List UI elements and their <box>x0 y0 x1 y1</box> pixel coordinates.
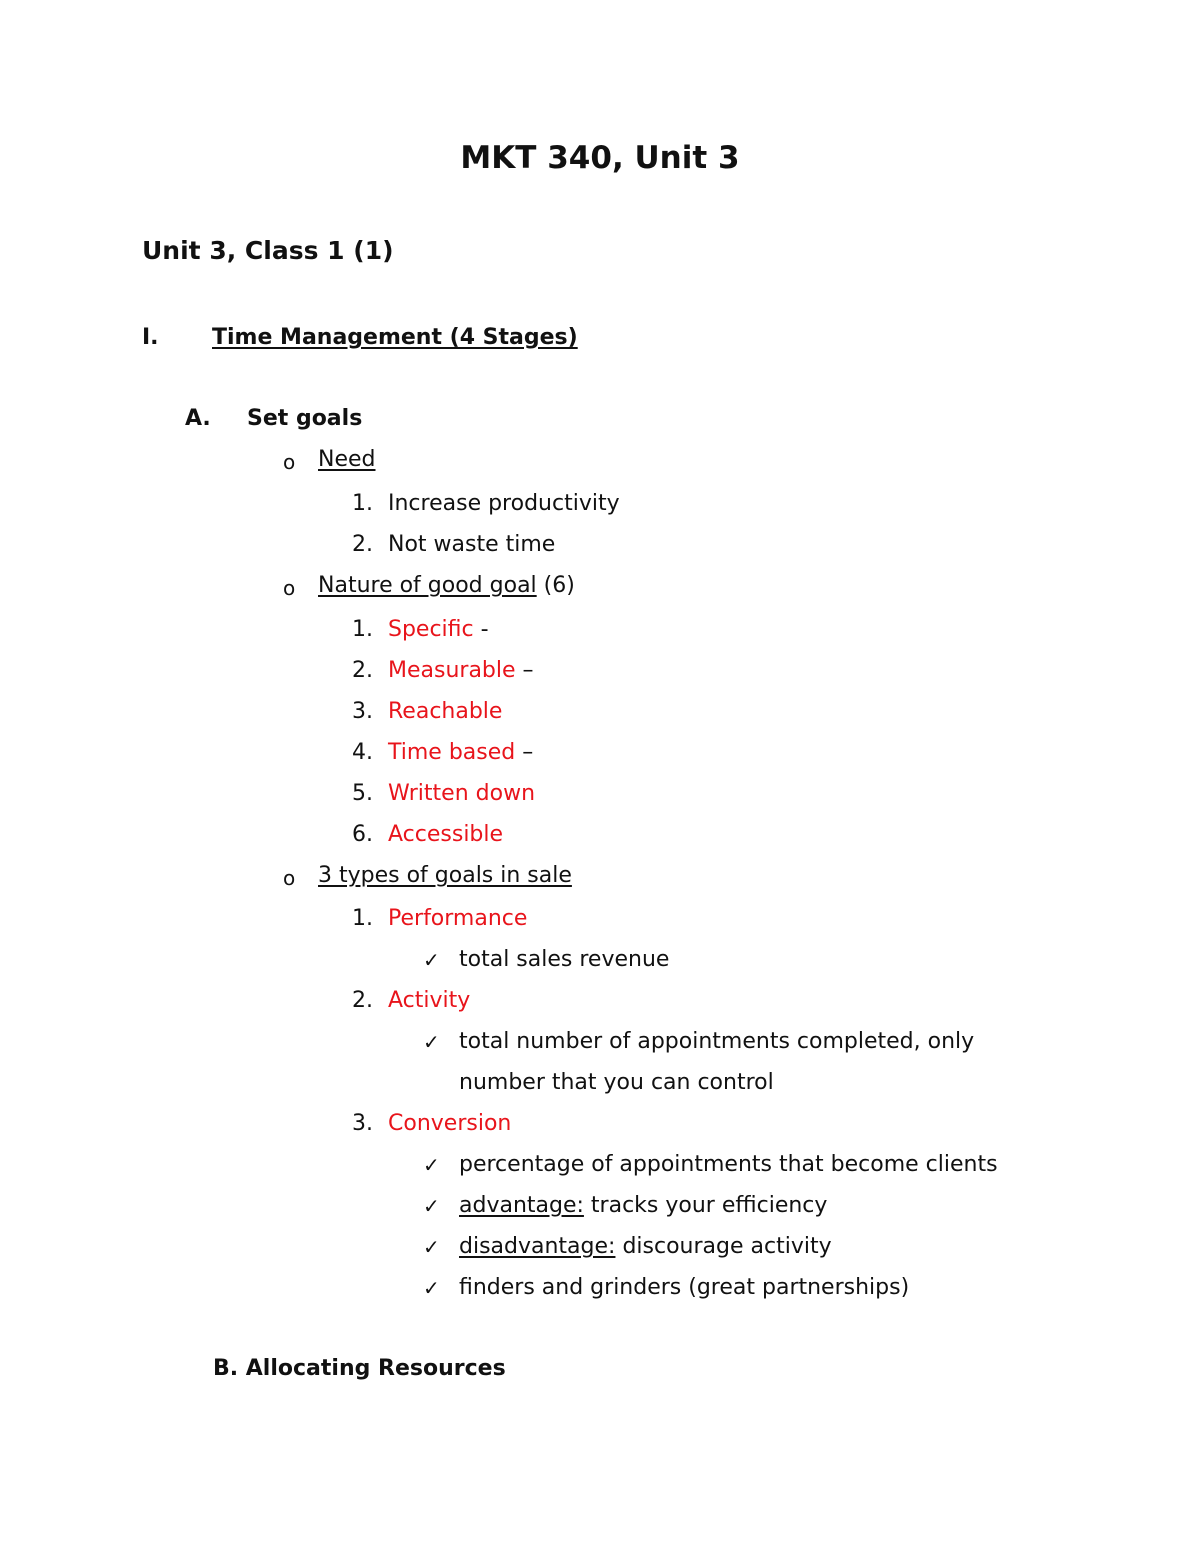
subsection-letter: A. <box>185 406 211 431</box>
goal-quality: Accessible <box>388 822 504 847</box>
list-number: 2. <box>352 658 373 683</box>
list-item <box>388 740 533 765</box>
check-item <box>459 1193 827 1218</box>
item-suffix: - <box>473 617 489 642</box>
check-item: finders and grinders (great partnerships) <box>459 1275 910 1300</box>
advantage-text: tracks your efficiency <box>583 1193 828 1218</box>
list-number: 3. <box>352 699 373 724</box>
bullet-icon: o <box>283 450 296 474</box>
disadvantage-text: discourage activity <box>615 1234 832 1259</box>
check-item <box>459 1234 832 1259</box>
checkmark-icon: ✓ <box>423 1235 440 1259</box>
check-item-continued: number that you can control <box>459 1070 774 1095</box>
list-item: Not waste time <box>388 532 556 557</box>
checkmark-icon: ✓ <box>423 1276 440 1300</box>
list-number: 5. <box>352 781 373 806</box>
goal-type: Conversion <box>388 1111 512 1136</box>
checkmark-icon: ✓ <box>423 1153 440 1177</box>
checkmark-icon: ✓ <box>423 948 440 972</box>
need-label: Need <box>318 447 376 472</box>
check-item: total number of appointments completed, only <box>459 1029 975 1054</box>
subsection-b-title: B. Allocating Resources <box>213 1356 506 1381</box>
list-number: 6. <box>352 822 373 847</box>
list-number: 1. <box>352 491 373 516</box>
list-number: 4. <box>352 740 373 765</box>
document-title: MKT 340, Unit 3 <box>460 140 740 176</box>
item-suffix: – <box>515 658 534 683</box>
list-item <box>388 822 503 847</box>
class-heading: Unit 3, Class 1 (1) <box>142 236 394 265</box>
check-item: total sales revenue <box>459 947 670 972</box>
disadvantage-label: disadvantage: <box>459 1234 616 1259</box>
checkmark-icon: ✓ <box>423 1030 440 1054</box>
subsection-title: Set goals <box>247 406 363 431</box>
check-item: percentage of appointments that become clients <box>459 1152 998 1177</box>
advantage-label: advantage: <box>459 1193 584 1218</box>
list-item <box>388 617 489 642</box>
goal-quality: Time based <box>388 740 516 765</box>
section-title: Time Management (4 Stages) <box>212 325 578 350</box>
goal-type: Performance <box>388 906 528 931</box>
list-number: 1. <box>352 617 373 642</box>
goal-quality: Measurable <box>388 658 516 683</box>
list-item <box>388 658 534 683</box>
nature-label: Nature of good goal <box>318 573 537 598</box>
section-numeral: I. <box>142 325 159 350</box>
checkmark-icon: ✓ <box>423 1194 440 1218</box>
list-number: 2. <box>352 988 373 1013</box>
list-number: 3. <box>352 1111 373 1136</box>
nature-heading <box>318 573 575 598</box>
list-item <box>388 699 502 724</box>
goal-quality: Specific <box>388 617 474 642</box>
goal-quality: Reachable <box>388 699 503 724</box>
bullet-icon: o <box>283 866 296 890</box>
list-item: Increase productivity <box>388 491 620 516</box>
goal-type: Activity <box>388 988 471 1013</box>
types-label: 3 types of goals in sale <box>318 863 572 888</box>
goal-quality: Written down <box>388 781 536 806</box>
list-item <box>388 781 535 806</box>
item-suffix: – <box>515 740 534 765</box>
list-number: 2. <box>352 532 373 557</box>
bullet-icon: o <box>283 576 296 600</box>
nature-count: (6) <box>543 573 575 598</box>
list-number: 1. <box>352 906 373 931</box>
